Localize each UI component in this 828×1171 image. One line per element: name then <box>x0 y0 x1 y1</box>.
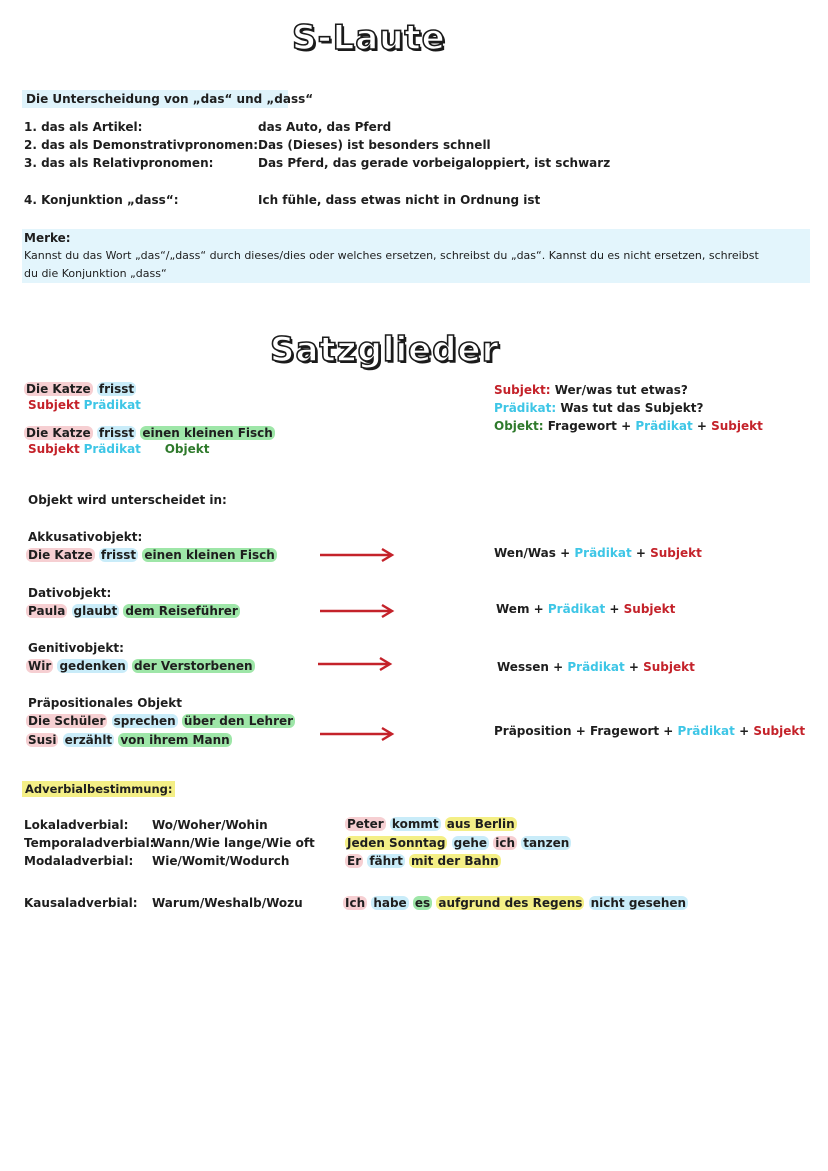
dativ-formula <box>496 602 675 616</box>
temporal-questions: Wann/Wie lange/Wie oft <box>152 836 315 850</box>
subject-highlight: Die Katze <box>26 382 91 396</box>
predicate-rest-highlight: nicht gesehen <box>590 896 687 910</box>
praepositional-formula <box>494 724 805 738</box>
das-row-4-example: Ich fühle, dass etwas nicht in Ordnung ist <box>258 193 541 207</box>
page-title-satzglieder: Satzglieder <box>270 330 500 370</box>
predicate-highlight: fährt <box>369 854 403 868</box>
predicate-highlight: erzählt <box>64 733 113 747</box>
subject-highlight: Die Katze <box>26 426 91 440</box>
kausal-example <box>343 896 688 910</box>
label-praedikat: Prädikat <box>83 398 141 412</box>
arrow-right-icon <box>320 602 396 620</box>
object-highlight: einen kleinen Fisch <box>142 426 273 440</box>
formula-praedikat: Prädikat <box>547 602 606 616</box>
dativ-title: Dativobjekt: <box>28 586 112 600</box>
label-objekt: Objekt <box>164 442 210 456</box>
subject-highlight: Susi <box>28 733 57 747</box>
praepositional-sentence-2 <box>26 733 232 747</box>
plus-sign: + <box>739 724 750 738</box>
subject-highlight: Die Katze <box>28 548 93 562</box>
praepositional-sentence-1 <box>26 714 295 728</box>
predicate-highlight: gedenken <box>59 659 126 673</box>
plus-sign: + <box>696 419 707 433</box>
plus-sign: + <box>553 660 564 674</box>
das-row-4-label: 4. Konjunktion „dass“: <box>24 193 179 207</box>
subject-highlight: Paula <box>28 604 66 618</box>
object-highlight: über den Lehrer <box>183 714 294 728</box>
subject-highlight: Die Schüler <box>28 714 106 728</box>
object-highlight: es <box>414 896 431 910</box>
temporal-example <box>345 836 571 850</box>
subject-highlight: Er <box>347 854 362 868</box>
label-subjekt: Subjekt <box>28 442 80 456</box>
das-row-1-label: 1. das als Artikel: <box>24 120 143 134</box>
example-1-sentence <box>24 382 136 396</box>
label-praedikat: Prädikat <box>83 442 141 456</box>
subject-highlight: Wir <box>28 659 52 673</box>
predicate-highlight: glaubt <box>73 604 118 618</box>
object-highlight: der Verstorbenen <box>134 659 253 673</box>
predicate-highlight: kommt <box>391 817 439 831</box>
das-row-3-example: Das Pferd, das gerade vorbeigaloppiert, ist schwarz <box>258 156 611 170</box>
arrow-right-icon <box>320 725 396 743</box>
das-row-3-label: 3. das als Relativpronomen: <box>24 156 214 170</box>
legend-praedikat-label: Prädikat: <box>494 401 557 415</box>
akkusativ-title: Akkusativobjekt: <box>28 530 143 544</box>
merke-text-line-1: Kannst du das Wort „das“/„dass“ durch dieses/dies oder welches ersetzen, schreibst du „das“. Kannst du es nicht ersetzen, schreibst <box>24 249 759 262</box>
das-row-2-label: 2. das als Demonstrativpronomen: <box>24 138 259 152</box>
adverbial-highlight: Jeden Sonntag <box>347 836 446 850</box>
dativ-sentence <box>26 604 240 618</box>
formula-praedikat: Prädikat <box>574 546 632 560</box>
legend-objekt-label: Objekt: <box>494 419 544 433</box>
formula-praedikat: Prädikat <box>567 660 625 674</box>
merke-title: Merke: <box>24 231 71 245</box>
dativ-question: Wem <box>496 602 530 616</box>
example-1-labels <box>28 398 141 412</box>
page-title-s-laute: S-Laute <box>292 18 446 58</box>
predicate-highlight: gehe <box>453 836 488 850</box>
genitiv-question: Wessen <box>497 660 549 674</box>
formula-subjekt: Subjekt <box>643 660 695 674</box>
temporal-label: Temporaladverbial: <box>24 836 155 850</box>
plus-sign: + <box>628 660 639 674</box>
adverbial-highlight: mit der Bahn <box>411 854 499 868</box>
formula-subjekt: Subjekt <box>650 546 702 560</box>
das-row-1-example: das Auto, das Pferd <box>258 120 392 134</box>
objekt-intro: Objekt wird unterscheidet in: <box>28 493 227 507</box>
plus-sign: + <box>621 419 632 433</box>
das-row-2-example: Das (Dieses) ist besonders schnell <box>258 138 491 152</box>
arrow-right-icon <box>318 655 394 673</box>
subject-highlight: Ich <box>345 896 366 910</box>
genitiv-sentence <box>26 659 255 673</box>
kausal-questions: Warum/Weshalb/Wozu <box>152 896 303 910</box>
legend-subjekt-word: Subjekt <box>711 419 763 433</box>
akkusativ-formula <box>494 546 702 560</box>
legend-subjekt-label: Subjekt: <box>494 383 551 397</box>
merke-text-line-2: du die Konjunktion „dass“ <box>24 267 167 280</box>
genitiv-formula <box>497 660 695 674</box>
predicate-highlight: frisst <box>98 426 135 440</box>
object-highlight: einen kleinen Fisch <box>144 548 275 562</box>
kausal-label: Kausaladverbial: <box>24 896 138 910</box>
subject-highlight: Peter <box>347 817 384 831</box>
predicate-highlight: frisst <box>100 548 137 562</box>
arrow-right-icon <box>320 546 396 564</box>
object-highlight: von ihrem Mann <box>120 733 230 747</box>
genitiv-title: Genitivobjekt: <box>28 641 124 655</box>
plus-sign: + <box>609 602 620 616</box>
predicate-highlight: frisst <box>98 382 135 396</box>
plus-sign: + <box>560 546 571 560</box>
legend-subjekt-question: Wer/was tut etwas? <box>554 383 688 397</box>
formula-subjekt: Subjekt <box>753 724 806 738</box>
lokal-label: Lokaladverbial: <box>24 818 129 832</box>
modal-label: Modaladverbial: <box>24 854 134 868</box>
das-dass-heading: Die Unterscheidung von „das“ und „dass“ <box>22 90 288 108</box>
object-highlight: dem Reiseführer <box>125 604 238 618</box>
formula-subjekt: Subjekt <box>623 602 676 616</box>
subject-highlight: ich <box>495 836 516 850</box>
legend-praedikat-question: Was tut das Subjekt? <box>560 401 704 415</box>
adverbial-highlight: aus Berlin <box>446 817 515 831</box>
formula-praedikat: Prädikat <box>677 724 735 738</box>
modal-example <box>345 854 501 868</box>
modal-questions: Wie/Womit/Wodurch <box>152 854 290 868</box>
akkusativ-sentence <box>26 548 277 562</box>
lokal-questions: Wo/Woher/Wohin <box>152 818 268 832</box>
legend-praedikat-word: Prädikat <box>635 419 693 433</box>
adverbial-heading: Adverbialbestimmung: <box>22 781 175 797</box>
predicate-highlight: sprechen <box>113 714 176 728</box>
plus-sign: + <box>663 724 674 738</box>
akkusativ-question: Wen/Was <box>494 546 556 560</box>
predicate-rest-highlight: tanzen <box>523 836 570 850</box>
adverbial-highlight: aufgrund des Regens <box>438 896 583 910</box>
legend-praedikat <box>494 401 703 415</box>
legend-objekt <box>494 419 763 433</box>
label-subjekt: Subjekt <box>28 398 80 412</box>
legend-fragewort: Fragewort <box>547 419 617 433</box>
praepositional-title: Präpositionales Objekt <box>28 696 182 710</box>
praepositional-question: Präposition + Fragewort <box>494 724 660 738</box>
example-2-labels <box>28 442 210 456</box>
example-2-sentence <box>24 426 275 440</box>
legend-subjekt <box>494 383 688 397</box>
plus-sign: + <box>635 546 646 560</box>
lokal-example <box>345 817 517 831</box>
plus-sign: + <box>533 602 544 616</box>
predicate-highlight: habe <box>373 896 407 910</box>
